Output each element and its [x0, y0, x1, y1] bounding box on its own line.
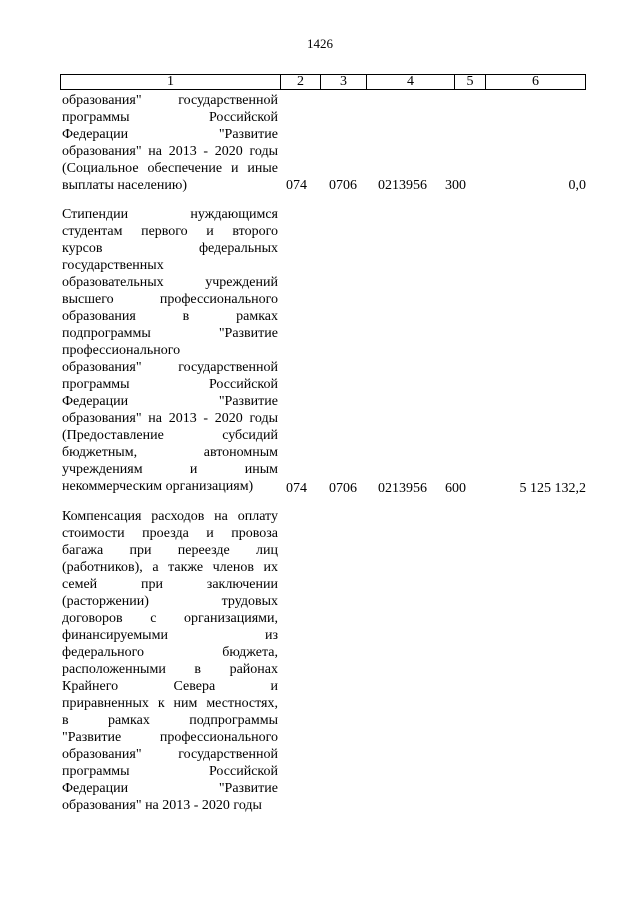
row-ministry-code: 074 [286, 481, 307, 496]
desc-line: образования" на 2013 - 2020 годы [62, 798, 262, 813]
desc-line: образовательных учреждений [62, 275, 278, 290]
desc-line: Федерации "Развитие [62, 127, 278, 142]
desc-line: образования в рамках [62, 309, 278, 324]
desc-line: в рамках подпрограммы [62, 713, 278, 728]
desc-line: приравненных к ним местностях, [62, 696, 278, 711]
desc-line: (расторжении) трудовых [62, 594, 278, 609]
desc-line: федерального бюджета, [62, 645, 278, 660]
desc-line: финансируемыми из [62, 628, 278, 643]
desc-line: государственных [62, 258, 164, 273]
header-col-3: 3 [321, 75, 367, 89]
table-header [60, 74, 586, 90]
desc-line: профессионального [62, 343, 181, 358]
desc-line: (работников), а также членов их [62, 560, 278, 575]
desc-line: бюджетным, автономным [62, 445, 278, 460]
row-target-code: 0213956 [378, 481, 427, 496]
header-col-4: 4 [367, 75, 455, 89]
row-amount: 0,0 [568, 178, 586, 193]
desc-line: образования" государственной [62, 360, 278, 375]
table-row [60, 206, 586, 506]
header-col-1: 1 [61, 75, 281, 89]
desc-line: некоммерческим организациям) [62, 479, 254, 494]
row-amount: 5 125 132,2 [519, 481, 586, 496]
desc-line: стоимости проезда и провоза [62, 526, 278, 541]
desc-line: семей при заключении [62, 577, 278, 592]
desc-line: подпрограммы "Развитие [62, 326, 278, 341]
desc-line: выплаты населению) [62, 178, 187, 193]
row-section-code: 0706 [329, 178, 357, 193]
desc-line: Федерации "Развитие [62, 394, 278, 409]
desc-line: образования" государственной [62, 747, 278, 762]
row-section-code: 0706 [329, 481, 357, 496]
page-number: 1426 [307, 36, 333, 51]
header-col-6: 6 [532, 74, 539, 89]
desc-line: курсов федеральных [62, 241, 278, 256]
table-row [60, 92, 586, 202]
desc-line: программы Российской [62, 764, 278, 779]
row-target-code: 0213956 [378, 178, 427, 193]
desc-line: "Развитие профессионального [62, 730, 278, 745]
desc-line: высшего профессионального [62, 292, 278, 307]
row-expense-type: 300 [445, 178, 466, 193]
desc-line: образования" на 2013 - 2020 годы [62, 411, 278, 426]
row-expense-type: 600 [445, 481, 466, 496]
desc-line: Стипендии нуждающимся [62, 207, 278, 222]
desc-line: Компенсация расходов на оплату [62, 509, 278, 524]
desc-line: Крайнего Севера и [62, 679, 278, 694]
desc-line: программы Российской [62, 377, 278, 392]
header-col-5: 5 [455, 75, 486, 89]
desc-line: студентам первого и второго [62, 224, 278, 239]
desc-line: программы Российской [62, 110, 278, 125]
desc-line: образования" государственной [62, 93, 278, 108]
row-description [62, 92, 278, 194]
header-col-2: 2 [281, 75, 321, 89]
row-description [62, 206, 278, 495]
desc-line: (Социальное обеспечение и иные [62, 161, 278, 176]
row-description [62, 508, 278, 814]
desc-line: (Предоставление субсидий [62, 428, 278, 443]
desc-line: образования" на 2013 - 2020 годы [62, 144, 278, 159]
desc-line: багажа при переезде лиц [62, 543, 278, 558]
table-row [60, 508, 586, 828]
desc-line: Федерации "Развитие [62, 781, 278, 796]
desc-line: расположенными в районах [62, 662, 278, 677]
row-ministry-code: 074 [286, 178, 307, 193]
desc-line: учреждениям и иным [62, 462, 278, 477]
desc-line: договоров с организациями, [62, 611, 278, 626]
